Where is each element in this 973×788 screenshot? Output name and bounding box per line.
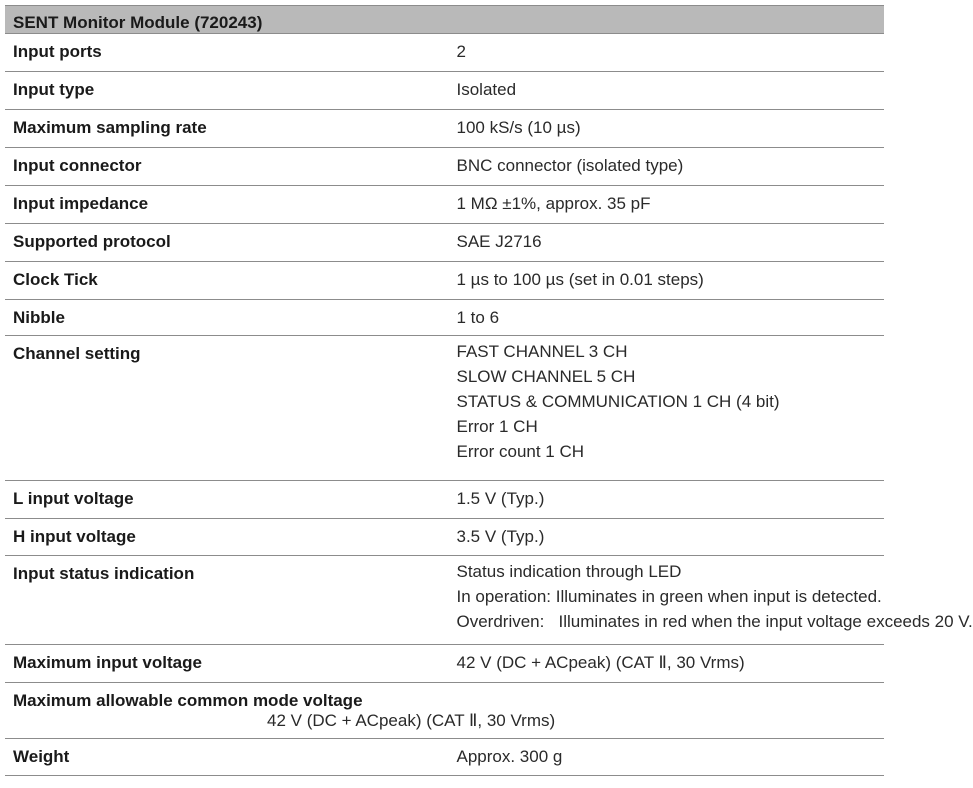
- table-row: [5, 110, 884, 148]
- row-value: 2: [445, 34, 885, 72]
- row-value-multiline: [445, 556, 973, 645]
- table-row: [5, 300, 884, 336]
- row-label: Channel setting: [5, 336, 445, 481]
- row-value: BNC connector (isolated type): [445, 148, 885, 186]
- row-value: 42 V (DC + ACpeak) (CAT Ⅱ, 30 Vrms): [267, 711, 556, 730]
- common-mode-cell: [5, 683, 884, 739]
- row-value: 1.5 V (Typ.): [445, 481, 885, 519]
- table-row: [5, 519, 884, 556]
- channel-setting-row: [5, 336, 884, 481]
- row-label: H input voltage: [5, 519, 445, 556]
- channel-line: SLOW CHANNEL 5 CH: [456, 367, 636, 386]
- row-value: 1 MΩ ±1%, approx. 35 pF: [445, 186, 885, 224]
- row-label: Input impedance: [5, 186, 445, 224]
- row-label: Input status indication: [5, 556, 445, 645]
- row-value: Approx. 300 g: [445, 739, 885, 776]
- row-label: Nibble: [5, 300, 445, 336]
- table-row: [5, 186, 884, 224]
- row-value: 1 to 6: [445, 300, 885, 336]
- channel-line: Error count 1 CH: [456, 442, 585, 461]
- table-row: [5, 645, 884, 683]
- table-row: [5, 481, 884, 519]
- status-line: Status indication through LED: [456, 562, 682, 581]
- spec-table: [5, 5, 973, 776]
- channel-line: STATUS & COMMUNICATION 1 CH (4 bit): [456, 392, 780, 411]
- table-row: [5, 148, 884, 186]
- row-label: Supported protocol: [5, 224, 445, 262]
- row-value: 42 V (DC + ACpeak) (CAT Ⅱ, 30 Vrms): [445, 645, 885, 683]
- table-row: [5, 72, 884, 110]
- row-value: SAE J2716: [445, 224, 885, 262]
- row-value: 1 µs to 100 µs (set in 0.01 steps): [445, 262, 885, 300]
- row-label: L input voltage: [5, 481, 445, 519]
- row-value: 100 kS/s (10 µs): [445, 110, 885, 148]
- input-status-row: [5, 556, 884, 645]
- table-title: SENT Monitor Module (720243): [5, 6, 884, 34]
- table-header-row: [5, 6, 884, 34]
- row-value: 3.5 V (Typ.): [445, 519, 885, 556]
- channel-line: FAST CHANNEL 3 CH: [456, 342, 628, 361]
- row-label: Input type: [5, 72, 445, 110]
- table-row: [5, 739, 884, 776]
- table-row: [5, 224, 884, 262]
- table-row: [5, 34, 884, 72]
- row-value: Isolated: [445, 72, 885, 110]
- status-line: In operation: Illuminates in green when input is detected.: [456, 587, 882, 606]
- channel-line: Error 1 CH: [456, 417, 538, 436]
- row-label: Maximum sampling rate: [5, 110, 445, 148]
- status-line: Overdriven: Illuminates in red when the input voltage exceeds 20 V.: [456, 612, 973, 631]
- common-mode-row: [5, 683, 884, 739]
- row-label: Maximum input voltage: [5, 645, 445, 683]
- row-label: Maximum allowable common mode voltage: [13, 691, 363, 710]
- row-label: Weight: [5, 739, 445, 776]
- row-value-multiline: [445, 336, 885, 481]
- row-label: Input connector: [5, 148, 445, 186]
- row-label: Clock Tick: [5, 262, 445, 300]
- row-label: Input ports: [5, 34, 445, 72]
- table-row: [5, 262, 884, 300]
